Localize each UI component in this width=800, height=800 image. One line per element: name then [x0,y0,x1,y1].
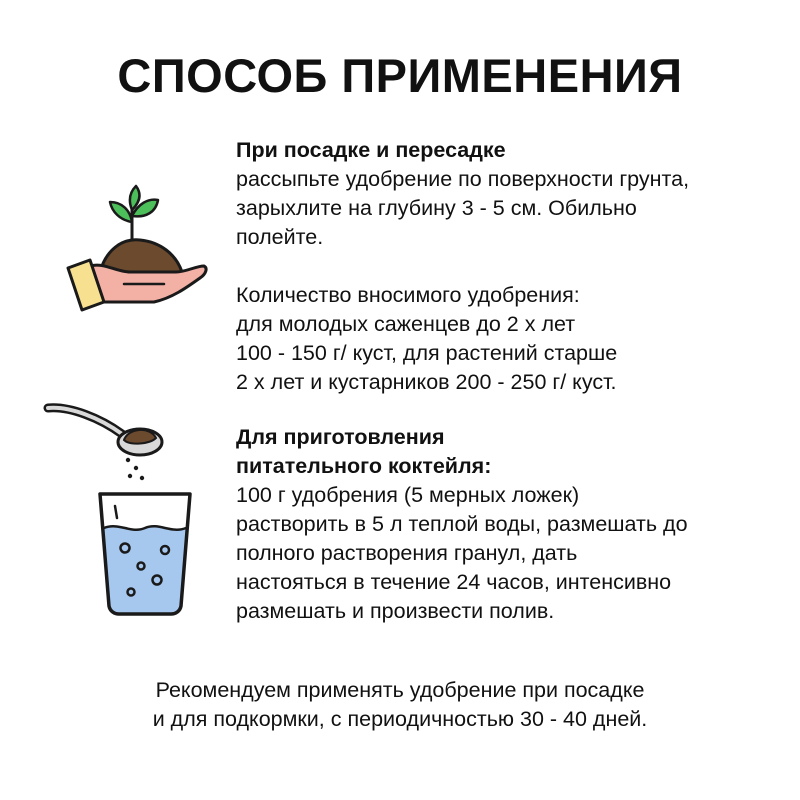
cocktail-line: размешать и произвести полив. [236,599,555,623]
planting-line: зарыхлите на глубину 3 - 5 см. Обильно [236,196,637,220]
amount-line: для молодых саженцев до 2 х лет [236,312,576,336]
recommendation-note [0,676,800,734]
glass-of-water-icon [95,488,195,618]
amount-line: 2 х лет и кустарников 200 - 250 г/ куст. [236,370,617,394]
cocktail-line: настояться в течение 24 часов, интенсивно [236,570,672,594]
recommendation-line: и для подкормки, с периодичностью 30 - 40 дней. [152,707,648,731]
recommendation-line: Рекомендуем применять удобрение при посадке [155,678,645,702]
amount-line: Количество вносимого удобрения: [236,283,580,307]
cocktail-line: полного растворения гранул, дать [236,541,578,565]
cocktail-line: 100 г удобрения (5 мерных ложек) [236,483,580,507]
cocktail-heading: Для приготовления [236,425,445,449]
planting-line: полейте. [236,225,324,249]
cocktail-line: растворить в 5 л теплой воды, размешать до [236,512,688,536]
cocktail-section [236,423,776,626]
hand-with-sprout-icon [60,180,210,320]
amount-line: 100 - 150 г/ куст, для растений старше [236,341,618,365]
planting-line: рассыпьте удобрение по поверхности грунта, [236,167,690,191]
cocktail-heading: питательного коктейля: [236,454,492,478]
page-title: СПОСОБ ПРИМЕНЕНИЯ [117,49,683,102]
spoon-with-granules-icon [40,398,170,483]
planting-section [236,136,776,252]
amount-section [236,281,776,397]
planting-heading: При посадке и пересадке [236,138,506,162]
